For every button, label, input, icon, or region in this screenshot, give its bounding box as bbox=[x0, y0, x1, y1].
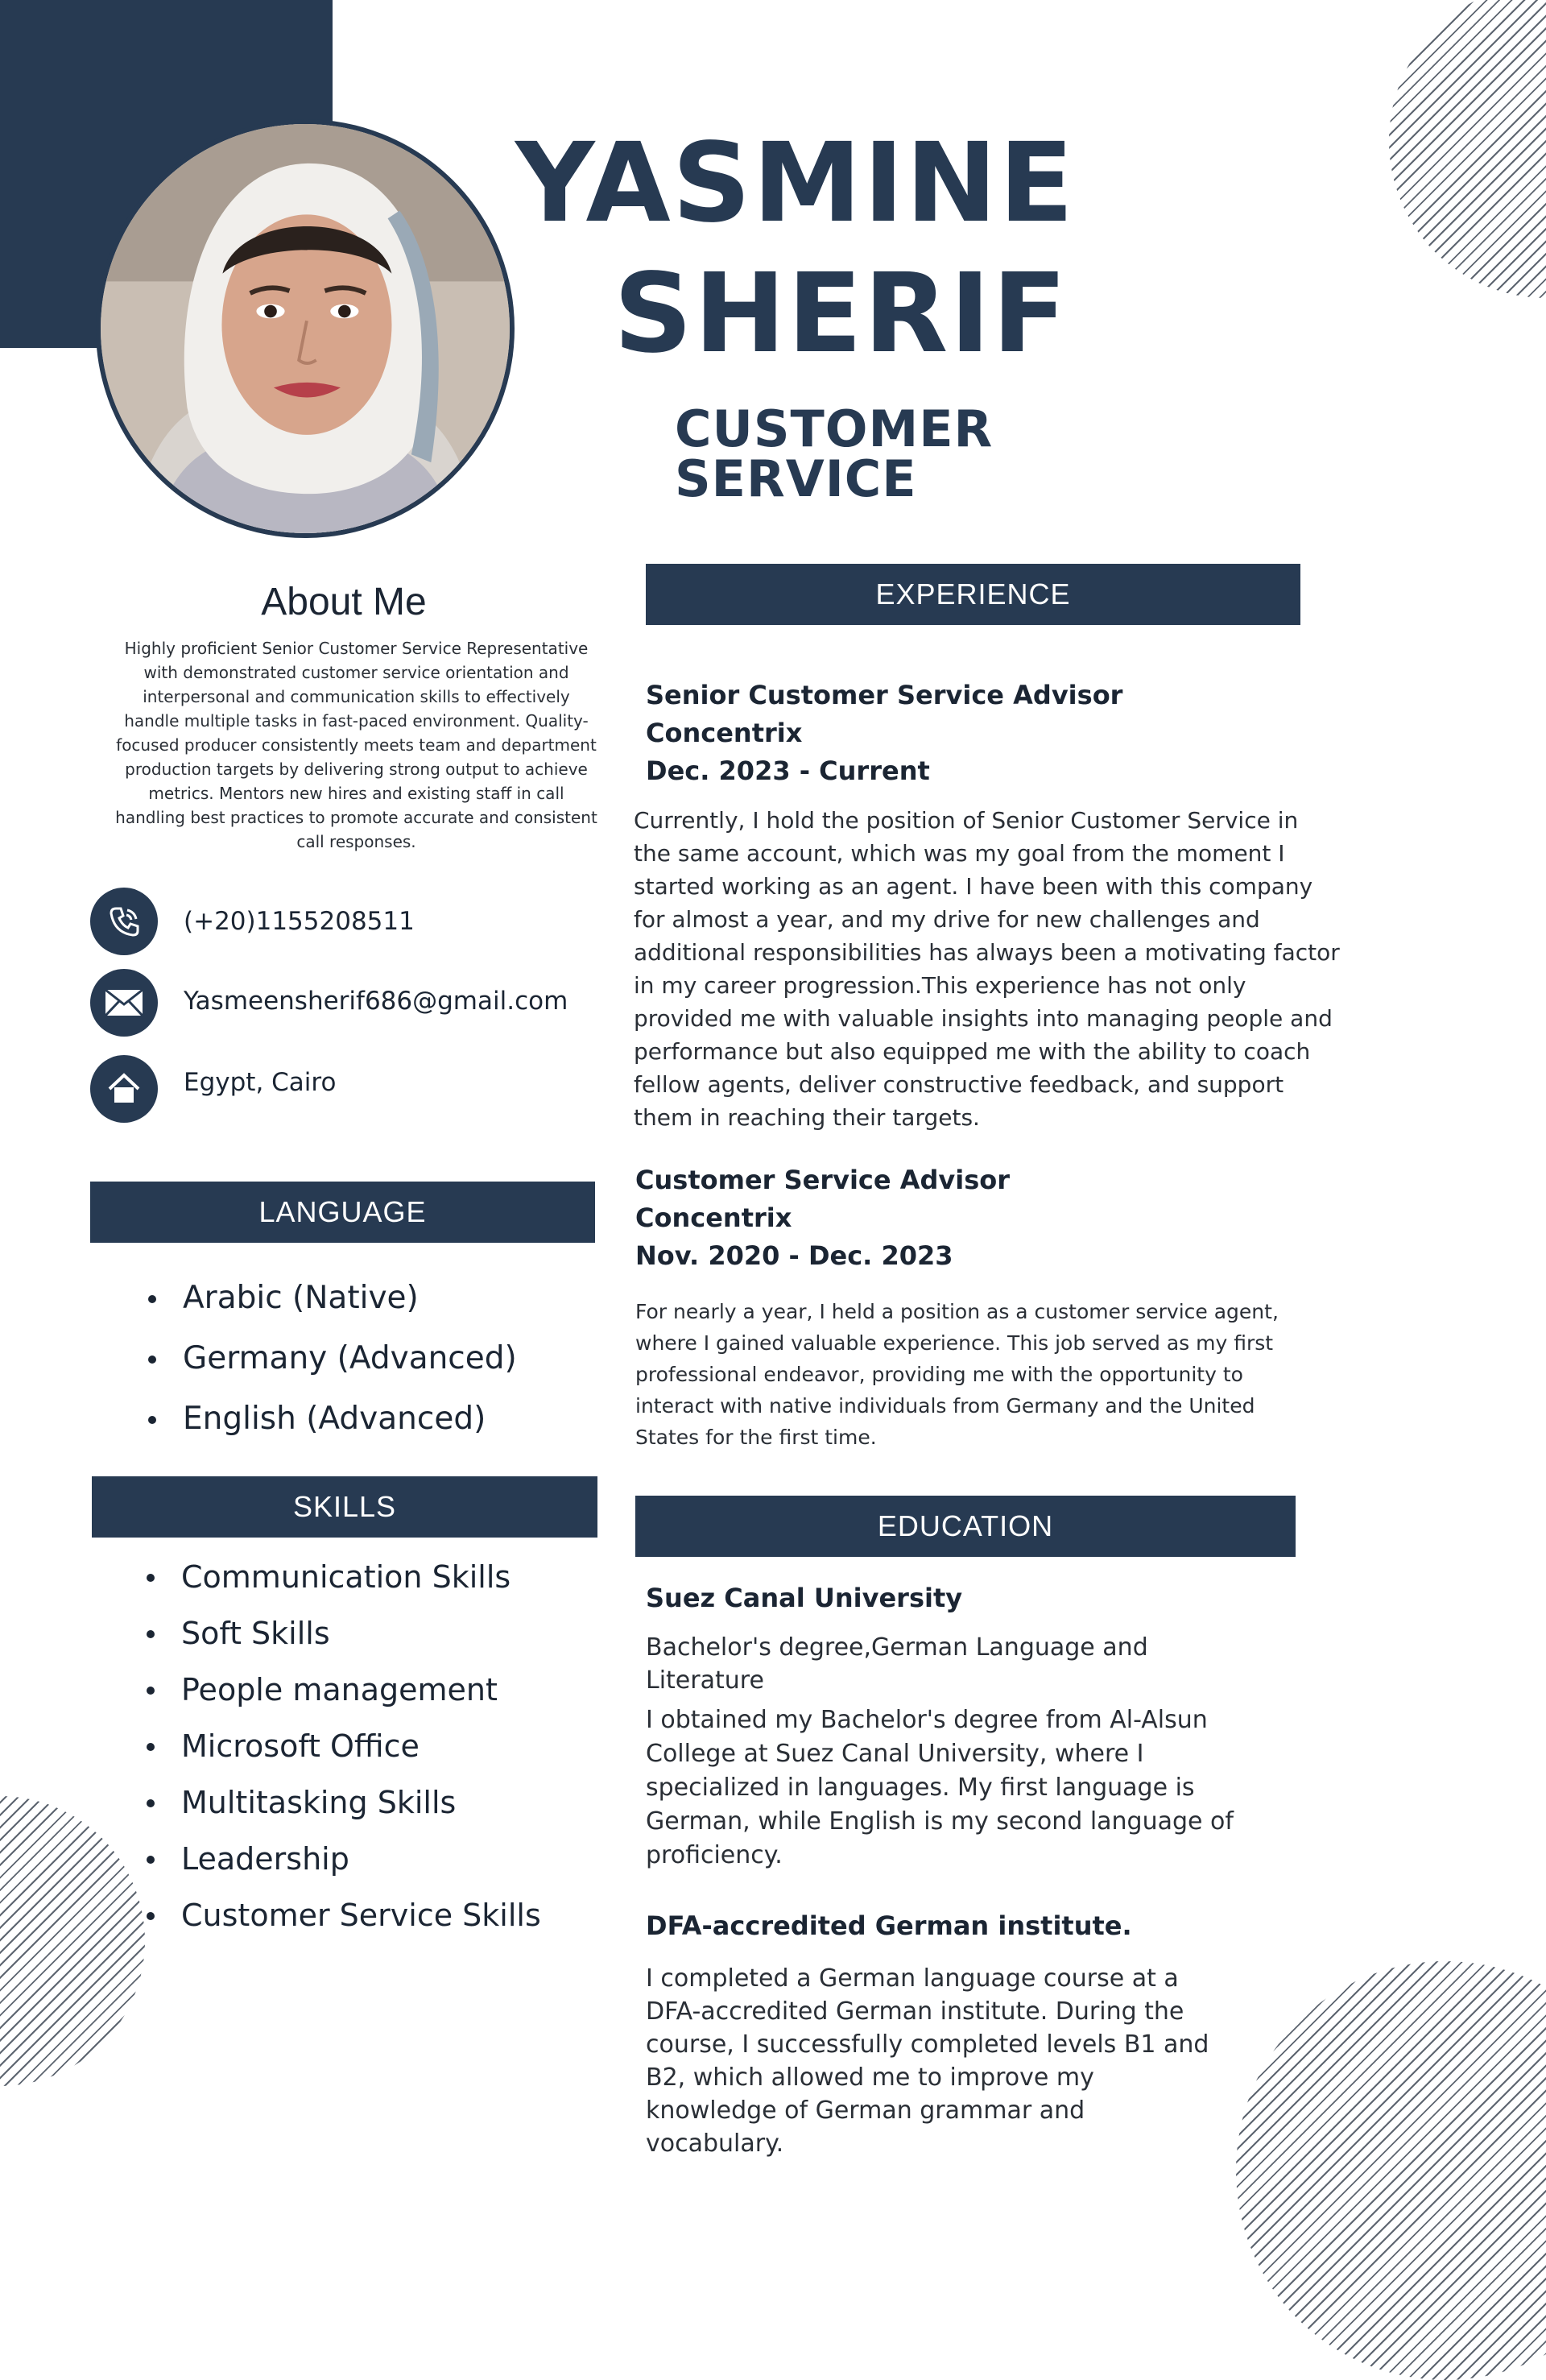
list-item: People management bbox=[145, 1667, 541, 1724]
education-description: I completed a German language course at a DFA-accredited German institute. During the course, I successfully completed levels B1 and B2, which allowed me to improve my knowledge of German grammar and vocabulary. bbox=[646, 1964, 1209, 2158]
job-company: Concentrix bbox=[635, 1202, 792, 1233]
job-title: Customer Service Advisor bbox=[635, 1165, 1011, 1195]
list-item: Customer Service Skills bbox=[145, 1893, 541, 1949]
job-dates: Nov. 2020 - Dec. 2023 bbox=[635, 1240, 953, 1271]
mail-icon bbox=[90, 969, 158, 1037]
job-entry-senior bbox=[646, 677, 1122, 790]
home-icon bbox=[90, 1055, 158, 1123]
list-item: Germany (Advanced) bbox=[147, 1335, 517, 1395]
education-school: DFA-accredited German institute. bbox=[646, 1910, 1132, 1941]
job-company: Concentrix bbox=[646, 718, 803, 748]
role-title-line-1: CUSTOMER bbox=[675, 399, 994, 458]
education-school: Suez Canal University bbox=[646, 1583, 963, 1613]
job-title: Senior Customer Service Advisor bbox=[646, 680, 1123, 710]
education-degree: Bachelor's degree,German Language and Literature bbox=[646, 1633, 1148, 1695]
language-list bbox=[147, 1274, 517, 1455]
job-description: For nearly a year, I held a position as a customer service agent, where I gained valuable experience. This job served as my first professional endeavor, providing me with the opportunity to interact with native individuals from Germany and the United States for the first time. bbox=[635, 1300, 1279, 1449]
job-description: Currently, I hold the position of Senior Customer Service in the same account, which was my goal from the moment I started working as an agent. I have been with this company for almost a year, and my drive for new challenges and additional responsibilities has always been a motivating factor in my career progression.This experience has not only provided me with valuable insights into managing people and performance but also equipped me with the ability to coach fellow agents, deliver constructive feedback, and support them in reaching their targets. bbox=[634, 807, 1340, 1131]
location: Egypt, Cairo bbox=[184, 1068, 337, 1097]
name-first: YASMINE bbox=[515, 120, 1076, 247]
job-entry-advisor bbox=[635, 1161, 1010, 1275]
phone-icon bbox=[90, 888, 158, 955]
list-item: Leadership bbox=[145, 1836, 541, 1893]
hatched-circle-decoration bbox=[1236, 1961, 1546, 2380]
portrait-illustration bbox=[101, 124, 510, 533]
about-text: Highly proficient Senior Customer Service Representative with demonstrated customer service orientation and interpersonal and communication skills to effectively handle multiple tasks in fast-paced environment. Quality-focused producer consistently meets team and department production targets by delivering strong output to achieve metrics. Mentors new hires and existing staff in call handling best practices to promote accurate and consistent call responses. bbox=[115, 639, 597, 851]
language-header: LANGUAGE bbox=[90, 1182, 595, 1243]
role-title-line-2: SERVICE bbox=[675, 449, 917, 508]
experience-header: EXPERIENCE bbox=[646, 564, 1300, 625]
education-description: I obtained my Bachelor's degree from Al-Alsun College at Suez Canal University, where I specialized in languages. My first language is German, while English is my second language of proficiency. bbox=[646, 1706, 1234, 1869]
skills-list bbox=[145, 1554, 541, 1949]
phone-number: (+20)1155208511 bbox=[184, 907, 415, 936]
list-item: Arabic (Native) bbox=[147, 1274, 517, 1335]
list-item: Microsoft Office bbox=[145, 1724, 541, 1780]
skills-header: SKILLS bbox=[92, 1476, 597, 1538]
list-item: Multitasking Skills bbox=[145, 1780, 541, 1836]
email-address: Yasmeensherif686@gmail.com bbox=[184, 987, 568, 1016]
hatched-circle-decoration bbox=[0, 1796, 145, 2086]
name-last: SHERIF bbox=[614, 250, 1069, 378]
list-item: Soft Skills bbox=[145, 1611, 541, 1667]
about-title: About Me bbox=[261, 581, 427, 623]
profile-photo bbox=[96, 119, 515, 538]
list-item: Communication Skills bbox=[145, 1554, 541, 1611]
education-header: EDUCATION bbox=[635, 1496, 1296, 1557]
job-dates: Dec. 2023 - Current bbox=[646, 755, 930, 786]
list-item: English (Advanced) bbox=[147, 1395, 517, 1455]
hatched-circle-decoration bbox=[1389, 0, 1546, 298]
